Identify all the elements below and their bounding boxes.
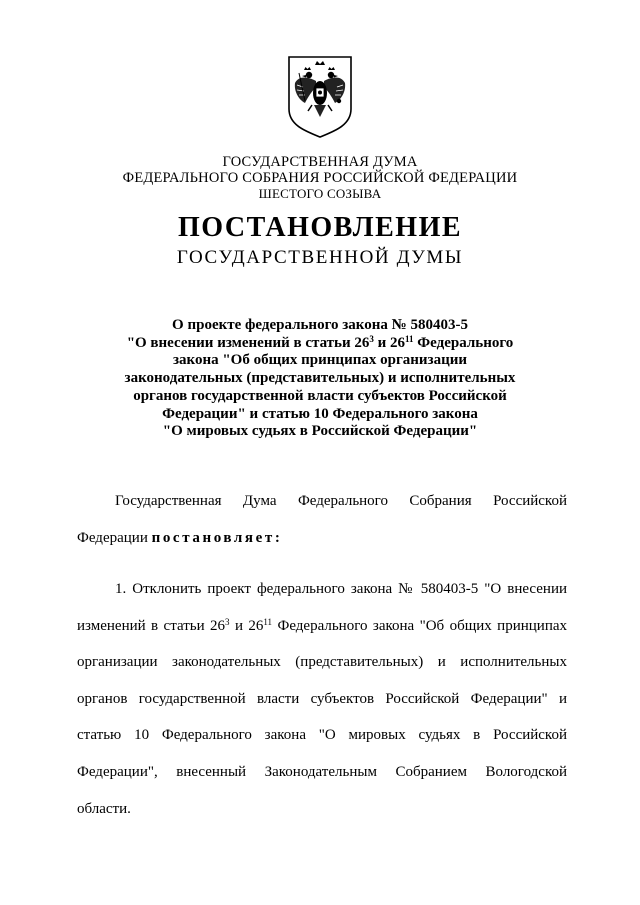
preamble-line-2: Федерации постановляет: [77,529,283,546]
subject-line-7: "О мировых судьях в Российской Федерации" [162,423,478,440]
document-title: ПОСТАНОВЛЕНИЕ [177,212,463,243]
preamble-line-1: Государственная Дума Федерального Собрания Российской [115,493,567,509]
subject-line-6: Федерации" и статью 10 Федерального закона [162,405,478,422]
decree-word: постановляет: [151,529,283,546]
subject-line-4: законодательных (представительных) и исполнительных [124,370,516,387]
header-line-3: ШЕСТОГО СОЗЫВА [258,186,382,201]
double-headed-eagle-icon [287,55,353,139]
point-1-line-7: области. [77,800,131,817]
header-line-2: ФЕДЕРАЛЬНОГО СОБРАНИЯ РОССИЙСКОЙ ФЕДЕРАЦИИ [122,170,518,186]
point-1-line-3: организации законодательных (представительных) и исполнительных [77,654,567,671]
document-subtitle: ГОСУДАРСТВЕННОЙ ДУМЫ [176,247,464,268]
header-line-1: ГОСУДАРСТВЕННАЯ ДУМА [222,154,418,170]
preamble [77,492,567,565]
point-1 [77,580,567,836]
point-1-line-4: органов государственной власти субъектов Российской Федерации" и [77,690,567,707]
point-1-line-5: статью 10 Федерального закона "О мировых судьях в Российской [77,727,567,744]
subject-line-1: О проекте федерального закона № 580403-5 [172,317,468,333]
resolution-subject [100,317,540,441]
subject-line-3: закона "Об общих принципах организации [172,352,467,369]
point-1-line-6: Федерации", внесенный Законодательным Собранием Вологодской [77,763,567,780]
point-1-line-1: 1. Отклонить проект федерального закона № 580403-5 "О внесении [115,581,567,597]
subject-line-5: органов государственной власти субъектов Российской [133,387,507,404]
point-1-line-2: изменений в статьи $26^3$ и $26^{11}$ Федерального закона "Об общих принципах [77,616,568,634]
subject-line-2: "О внесении изменений в статьи $26^3$ и $26^{11}$ Федерального [126,333,514,351]
